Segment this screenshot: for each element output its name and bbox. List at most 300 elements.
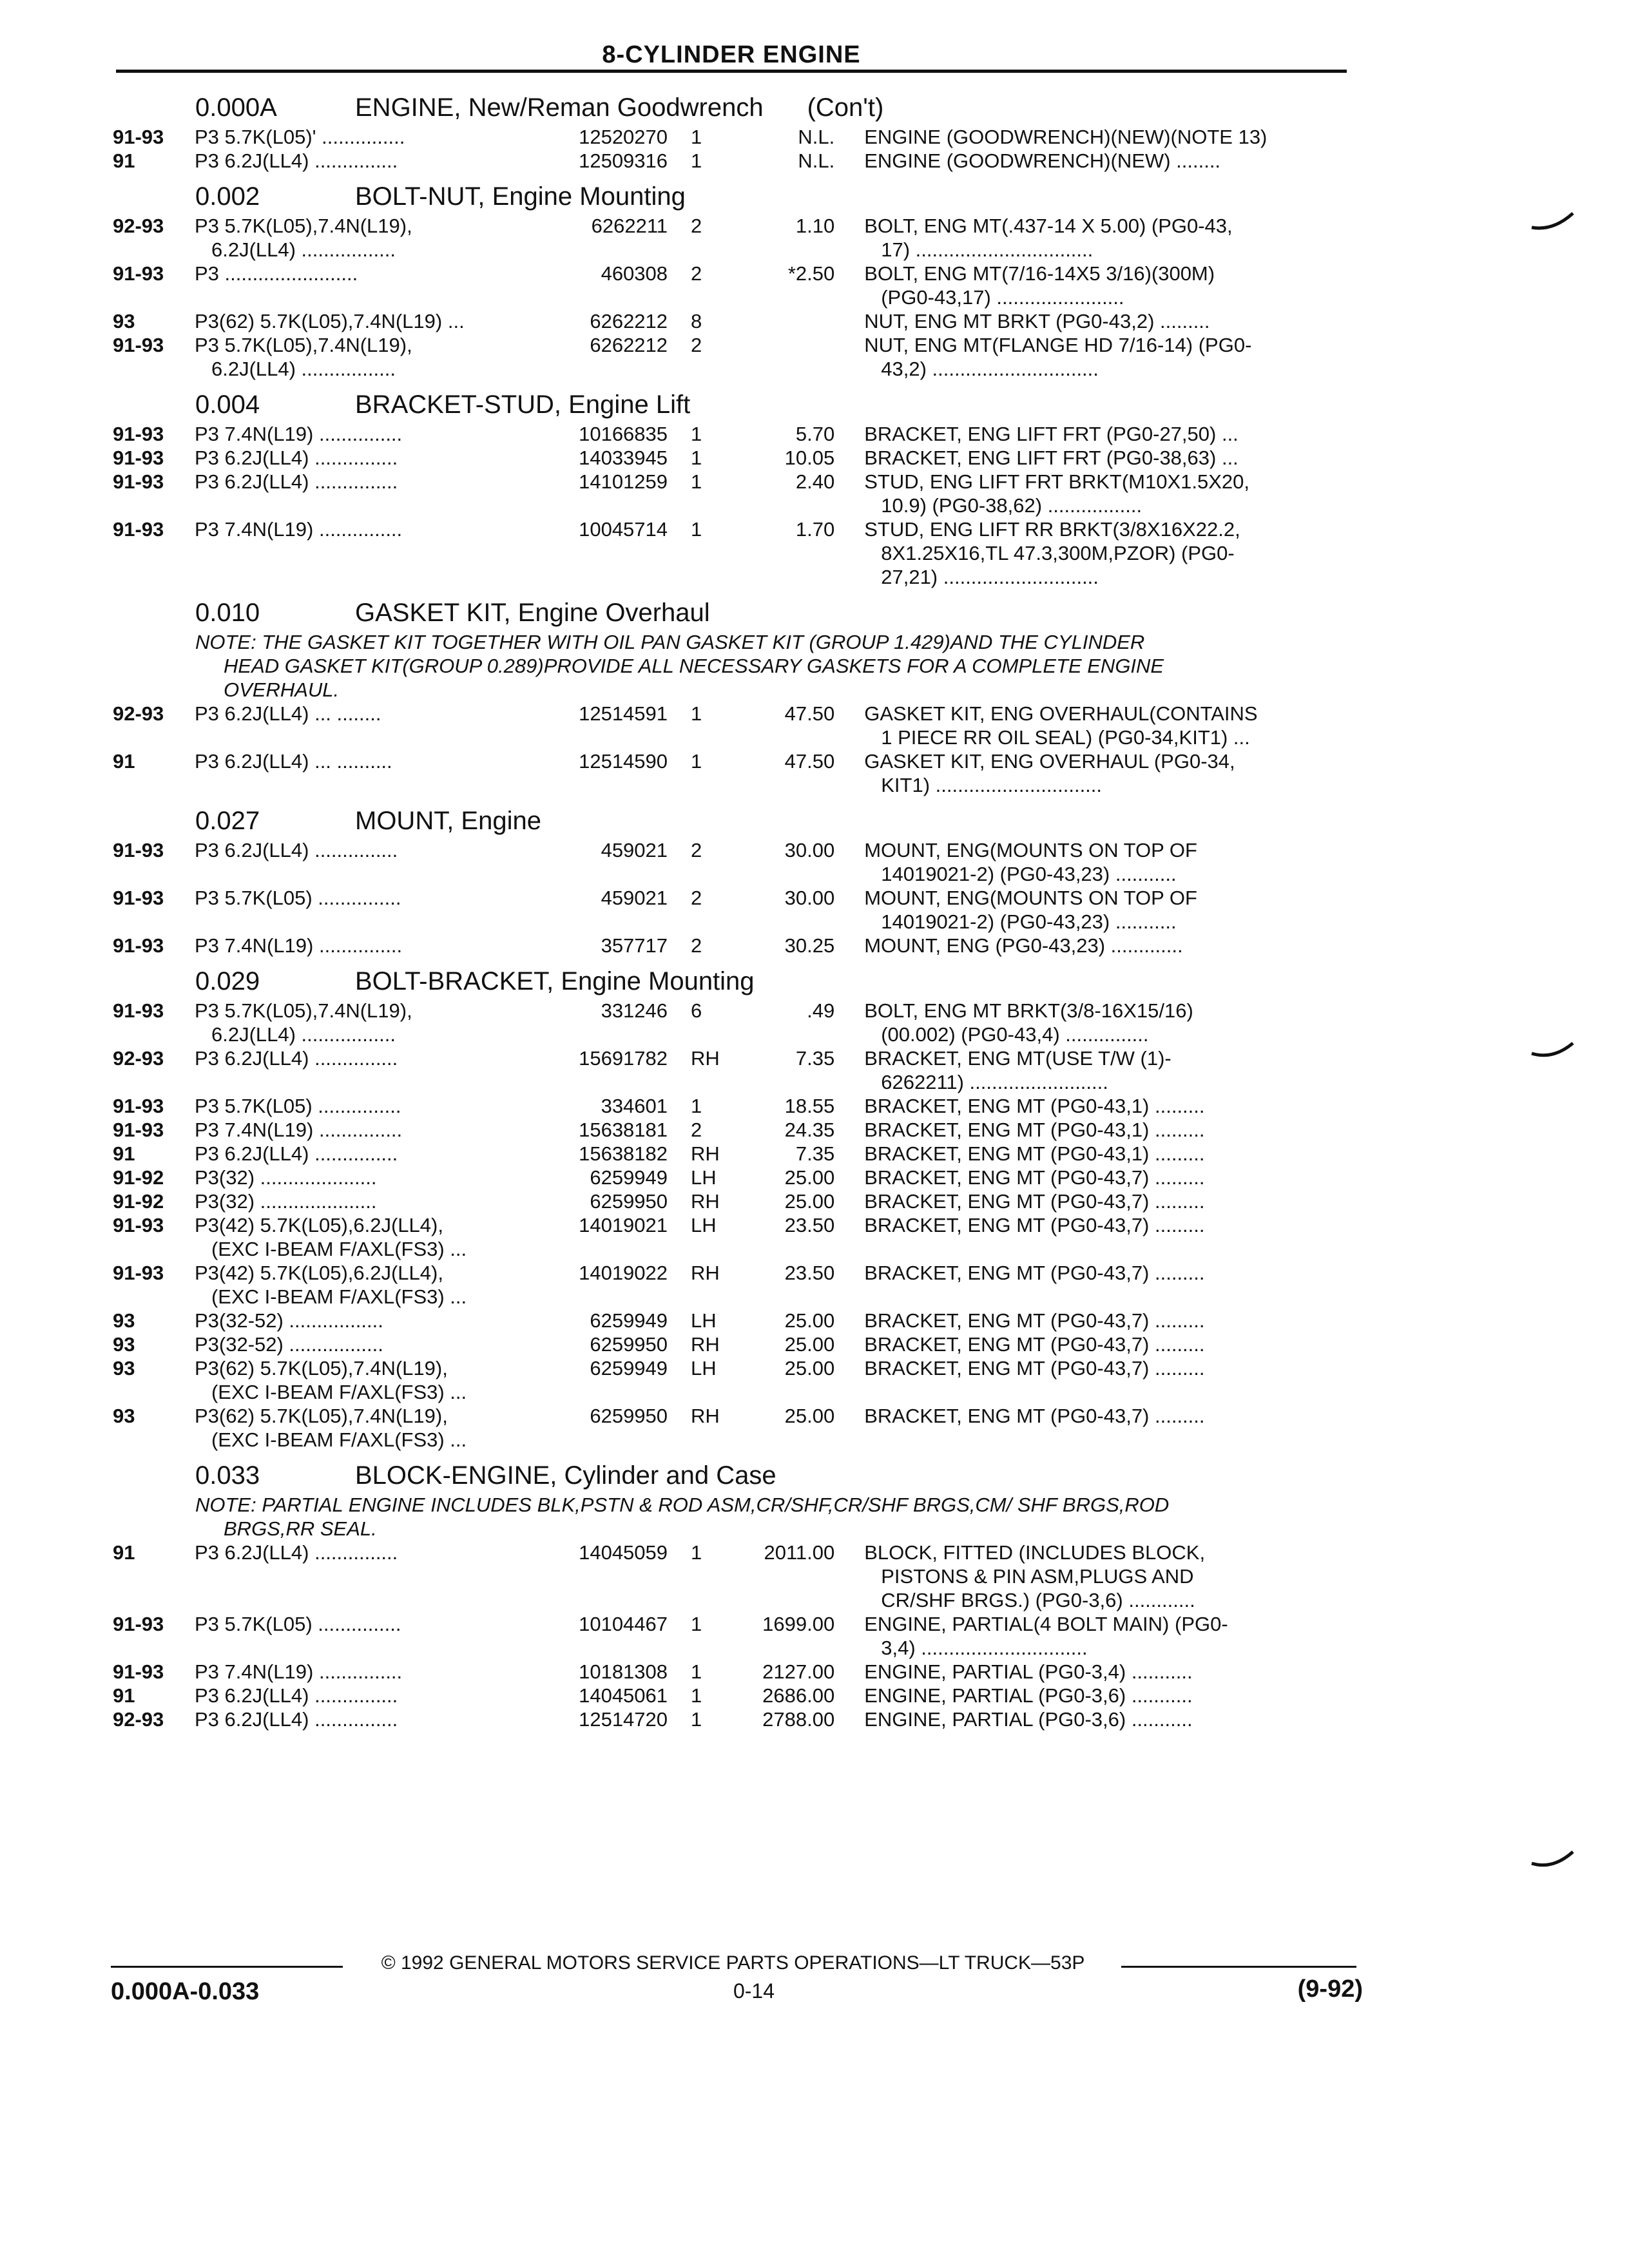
model-years: 91-93: [113, 1095, 164, 1117]
quantity: 1: [691, 1541, 702, 1564]
application: [195, 702, 540, 749]
section: [113, 1458, 1363, 1731]
copyright-line: © 1992 GENERAL MOTORS SERVICE PARTS OPERATIONS—LT TRUCK—53P: [381, 1952, 1085, 1974]
section-heading: [113, 90, 1363, 125]
section-heading: [113, 803, 1363, 838]
model-years: 93: [113, 1333, 135, 1356]
model-years: 91-93: [113, 334, 164, 356]
price: 47.50: [784, 750, 835, 773]
price: 30.00: [784, 887, 835, 909]
application: [195, 749, 540, 797]
model-years: 91: [113, 1142, 135, 1165]
model-years: 91: [113, 1684, 135, 1707]
group-code: 0.033: [195, 1461, 260, 1490]
footer-rule: [111, 1966, 343, 1968]
part-name: [834, 1356, 1363, 1404]
part-number: 6262212: [590, 310, 668, 332]
part-row: [113, 262, 1363, 309]
model-years: 91-93: [113, 447, 164, 469]
part-name-line: 43,2) ..............................: [881, 358, 1099, 380]
part-name: [834, 886, 1363, 934]
quantity: LH: [691, 1309, 717, 1332]
revision-date: (9-92): [1297, 1975, 1363, 2003]
application-line: P3 5.7K(L05) ...............: [194, 1095, 401, 1117]
application-line: P3 6.2J(LL4) ...............: [194, 149, 398, 172]
part-number: 6259950: [590, 1190, 668, 1213]
part-number: 12514590: [579, 750, 668, 773]
application: [195, 333, 540, 381]
price: 1699.00: [762, 1613, 835, 1635]
part-row: [113, 934, 1363, 957]
part-name-line: BRACKET, ENG LIFT FRT (PG0-27,50) ...: [864, 423, 1239, 445]
model-years: 91-93: [113, 934, 164, 957]
price: *2.50: [787, 262, 835, 285]
part-name-line: 27,21) ............................: [881, 566, 1099, 588]
section-heading: [113, 179, 1363, 214]
part-number: 331246: [601, 999, 668, 1022]
part-number: 14019021: [579, 1214, 668, 1236]
model-years: 91-93: [113, 262, 164, 285]
application-line: P3 6.2J(LL4) ...............: [194, 839, 398, 861]
part-number: 6259949: [590, 1166, 668, 1189]
price: 25.00: [784, 1405, 835, 1427]
quantity: 2: [691, 1119, 702, 1141]
part-number: 357717: [601, 934, 668, 957]
application-line: P3(42) 5.7K(L05),6.2J(LL4),: [194, 1262, 443, 1284]
part-name-line: ENGINE (GOODWRENCH)(NEW) ........: [864, 149, 1221, 172]
application: [195, 1404, 540, 1452]
quantity: 2: [691, 934, 702, 957]
part-number: 15638182: [579, 1142, 668, 1165]
price: 24.35: [784, 1119, 835, 1141]
part-name-line: GASKET KIT, ENG OVERHAUL (PG0-34,: [864, 750, 1235, 773]
application-line: P3 5.7K(L05) ...............: [194, 1613, 401, 1635]
part-name-line: MOUNT, ENG(MOUNTS ON TOP OF: [864, 839, 1197, 861]
group-title: BOLT-NUT, Engine Mounting: [355, 182, 686, 211]
quantity: 8: [691, 310, 702, 332]
quantity: RH: [691, 1142, 720, 1165]
group-code: 0.027: [195, 807, 260, 835]
application: [195, 309, 540, 333]
part-name-line: BRACKET, ENG MT (PG0-43,7) .........: [864, 1166, 1205, 1189]
price: 2127.00: [762, 1660, 835, 1683]
part-name: [834, 702, 1363, 749]
application-line: P3 5.7K(L05)' ...............: [194, 126, 405, 148]
part-name: [834, 1707, 1363, 1731]
price: 25.00: [784, 1190, 835, 1213]
quantity: 1: [691, 1660, 702, 1683]
price: 2011.00: [764, 1541, 835, 1564]
application-line: P3 ........................: [194, 262, 358, 285]
application-line: P3 7.4N(L19) ...............: [194, 1119, 403, 1141]
model-years: 93: [113, 1405, 135, 1427]
part-number: 12509316: [579, 149, 668, 172]
model-years: 91-93: [113, 999, 164, 1022]
section-heading: [113, 387, 1363, 422]
part-name-line: BOLT, ENG MT BRKT(3/8-16X15/16): [864, 999, 1193, 1022]
part-row: [113, 470, 1363, 517]
part-number: 6259949: [590, 1357, 668, 1379]
part-name-line: (00.002) (PG0-43,4) ...............: [881, 1023, 1149, 1046]
application-line: P3 7.4N(L19) ...............: [194, 518, 403, 541]
part-name: [834, 1166, 1363, 1189]
price: 7.35: [795, 1047, 835, 1070]
application-line: 6.2J(LL4) .................: [211, 238, 396, 261]
application-line: P3 5.7K(L05) ...............: [194, 887, 401, 909]
part-name-line: BRACKET, ENG MT (PG0-43,7) .........: [864, 1309, 1205, 1332]
part-number: 12514720: [579, 1708, 668, 1731]
part-number: 14019022: [579, 1262, 668, 1284]
quantity: RH: [691, 1262, 720, 1284]
model-years: 92-93: [113, 215, 164, 237]
section-heading: [113, 595, 1363, 630]
application-line: P3(32-52) .................: [194, 1333, 383, 1356]
part-number: 14033945: [579, 447, 668, 469]
note-line: HEAD GASKET KIT(GROUP 0.289)PROVIDE ALL NECESSARY GASKETS FOR A COMPLETE ENGINE: [224, 655, 1164, 677]
section: [113, 179, 1363, 381]
application: [195, 1356, 540, 1404]
part-name-line: BRACKET, ENG MT (PG0-43,7) .........: [864, 1214, 1205, 1236]
price: N.L.: [798, 126, 835, 148]
application: [195, 934, 540, 957]
part-row: [113, 999, 1363, 1046]
part-row: [113, 1118, 1363, 1142]
part-name: [834, 149, 1363, 173]
group-title: ENGINE, New/Reman Goodwrench: [355, 93, 764, 122]
quantity: 1: [691, 750, 702, 773]
part-row: [113, 1404, 1363, 1452]
part-row: [113, 1332, 1363, 1356]
model-years: 91-93: [113, 887, 164, 909]
part-number: 6262211: [591, 215, 668, 237]
application: [195, 422, 540, 446]
quantity: 1: [691, 126, 702, 148]
application-line: P3 5.7K(L05),7.4N(L19),: [194, 999, 412, 1022]
part-name: [834, 1118, 1363, 1142]
quantity: 1: [691, 149, 702, 172]
section: [113, 90, 1363, 173]
part-row: [113, 702, 1363, 749]
part-name-line: CR/SHF BRGS.) (PG0-3,6) ............: [881, 1589, 1195, 1611]
section-heading: [113, 964, 1363, 999]
application: [195, 1189, 540, 1213]
part-name: [834, 125, 1363, 149]
model-years: 91-93: [113, 423, 164, 445]
application-line: (EXC I-BEAM F/AXL(FS3) ...: [211, 1381, 467, 1403]
part-name: [834, 1332, 1363, 1356]
application-line: P3(32-52) .................: [194, 1309, 383, 1332]
quantity: 2: [691, 887, 702, 909]
price: 25.00: [784, 1309, 835, 1332]
part-row: [113, 1684, 1363, 1707]
application: [195, 1541, 540, 1612]
part-name-line: BOLT, ENG MT(7/16-14X5 3/16)(300M): [864, 262, 1215, 285]
part-name-line: BRACKET, ENG MT (PG0-43,1) .........: [864, 1095, 1205, 1117]
part-row: [113, 1213, 1363, 1261]
application: [195, 214, 540, 262]
part-name: [834, 1213, 1363, 1261]
part-name-line: 10.9) (PG0-38,62) .................: [881, 494, 1142, 517]
part-row: [113, 1166, 1363, 1189]
application: [195, 999, 540, 1046]
part-name-line: BOLT, ENG MT(.437-14 X 5.00) (PG0-43,: [864, 215, 1233, 237]
part-name: [834, 1309, 1363, 1332]
price: 10.05: [784, 447, 835, 469]
application: [195, 517, 540, 589]
part-row: [113, 214, 1363, 262]
application-line: P3 6.2J(LL4) ...............: [194, 1684, 398, 1707]
application-line: P3 7.4N(L19) ...............: [194, 934, 403, 957]
part-name: [834, 1046, 1363, 1094]
part-name-line: 6262211) .........................: [881, 1071, 1108, 1093]
model-years: 91-93: [113, 126, 164, 148]
note-line: NOTE: PARTIAL ENGINE INCLUDES BLK,PSTN & ROD ASM,CR/SHF,CR/SHF BRGS,CM/ SHF BRGS,ROD: [195, 1494, 1170, 1516]
group-title: BOLT-BRACKET, Engine Mounting: [355, 967, 755, 995]
price: 23.50: [784, 1214, 835, 1236]
part-number: 10166835: [579, 423, 668, 445]
application-line: P3 6.2J(LL4) ...............: [194, 1708, 398, 1731]
group-range: 0.000A-0.033: [111, 1978, 260, 2005]
part-row: [113, 1707, 1363, 1731]
application-line: P3 6.2J(LL4) ... ..........: [194, 750, 392, 773]
quantity: 1: [691, 1684, 702, 1707]
part-row: [113, 333, 1363, 381]
part-name: [834, 517, 1363, 589]
quantity: 2: [691, 334, 702, 356]
application-line: P3 5.7K(L05),7.4N(L19),: [194, 334, 412, 356]
part-name-line: ENGINE, PARTIAL (PG0-3,4) ...........: [864, 1660, 1193, 1683]
part-number: 6262212: [590, 334, 668, 356]
part-row: [113, 1189, 1363, 1213]
part-name: [834, 446, 1363, 470]
application-line: P3 6.2J(LL4) ...............: [194, 447, 398, 469]
price: N.L.: [798, 149, 835, 172]
application: [195, 1660, 540, 1684]
quantity: 1: [691, 470, 702, 493]
section: [113, 964, 1363, 1452]
model-years: 91-93: [113, 470, 164, 493]
group-code: 0.010: [195, 599, 260, 627]
quantity: 1: [691, 702, 702, 725]
application-line: P3 6.2J(LL4) ... ........: [194, 702, 381, 725]
application: [195, 1332, 540, 1356]
part-name-line: 3,4) ..............................: [881, 1637, 1088, 1659]
price: [735, 309, 834, 333]
part-number: 15691782: [579, 1047, 668, 1070]
part-name-line: ENGINE, PARTIAL (PG0-3,6) ...........: [864, 1708, 1193, 1731]
application-line: P3 5.7K(L05),7.4N(L19),: [194, 215, 412, 237]
price: 5.70: [795, 423, 835, 445]
section: [113, 595, 1363, 797]
part-name: [834, 214, 1363, 262]
part-name: [834, 470, 1363, 517]
quantity: 1: [691, 1095, 702, 1117]
application-line: 6.2J(LL4) .................: [211, 358, 396, 380]
quantity: 1: [691, 1613, 702, 1635]
application: [195, 1142, 540, 1166]
group-title: BLOCK-ENGINE, Cylinder and Case: [355, 1461, 776, 1490]
part-number: 6259950: [590, 1405, 668, 1427]
part-row: [113, 1660, 1363, 1684]
quantity: RH: [691, 1405, 720, 1427]
application-line: (EXC I-BEAM F/AXL(FS3) ...: [211, 1428, 467, 1451]
section-note: [195, 630, 1342, 702]
application: [195, 1707, 540, 1731]
application-line: P3 7.4N(L19) ...............: [194, 423, 403, 445]
application-line: P3(62) 5.7K(L05),7.4N(L19),: [194, 1405, 448, 1427]
part-number: 460308: [601, 262, 668, 285]
parts-list: [113, 90, 1363, 1738]
model-years: 92-93: [113, 1047, 164, 1070]
price: 30.00: [784, 839, 835, 861]
model-years: 91: [113, 750, 135, 773]
application-line: P3(62) 5.7K(L05),7.4N(L19),: [194, 1357, 448, 1379]
application-line: P3 6.2J(LL4) ...............: [194, 1142, 398, 1165]
page-title: 8-CYLINDER ENGINE: [602, 41, 861, 68]
part-number: 10045714: [579, 518, 668, 541]
price: [735, 333, 834, 381]
part-name: [834, 333, 1363, 381]
application: [195, 1094, 540, 1118]
application: [195, 1046, 540, 1094]
model-years: 91-93: [113, 1119, 164, 1141]
part-name-line: NUT, ENG MT BRKT (PG0-43,2) .........: [864, 310, 1210, 332]
part-name: [834, 1261, 1363, 1309]
application-line: P3(32) .....................: [194, 1190, 377, 1213]
part-number: 14045061: [579, 1684, 668, 1707]
part-name-line: 17) ................................: [881, 238, 1094, 261]
group-title: MOUNT, Engine: [355, 807, 541, 835]
part-number: 6259949: [590, 1309, 668, 1332]
part-name: [834, 999, 1363, 1046]
model-years: 91-93: [113, 1660, 164, 1683]
part-name-line: BRACKET, ENG MT (PG0-43,7) .........: [864, 1333, 1205, 1356]
application: [195, 470, 540, 517]
quantity: 1: [691, 447, 702, 469]
model-years: 93: [113, 1357, 135, 1379]
part-row: [113, 1541, 1363, 1612]
application: [195, 1213, 540, 1261]
part-row: [113, 309, 1363, 333]
price: 25.00: [784, 1333, 835, 1356]
application-line: P3(42) 5.7K(L05),6.2J(LL4),: [194, 1214, 443, 1236]
part-name-line: BLOCK, FITTED (INCLUDES BLOCK,: [864, 1541, 1206, 1564]
quantity: 2: [691, 839, 702, 861]
part-name: [834, 1189, 1363, 1213]
part-name-line: STUD, ENG LIFT RR BRKT(3/8X16X22.2,: [864, 518, 1240, 541]
part-name-line: STUD, ENG LIFT FRT BRKT(M10X1.5X20,: [864, 470, 1250, 493]
part-name-line: 14019021-2) (PG0-43,23) ...........: [881, 910, 1177, 933]
part-row: [113, 1612, 1363, 1660]
price: 47.50: [784, 702, 835, 725]
header-rule: [116, 70, 1347, 73]
part-name: [834, 1612, 1363, 1660]
price: 1.10: [795, 215, 835, 237]
part-name-line: MOUNT, ENG (PG0-43,23) .............: [864, 934, 1183, 957]
part-name-line: BRACKET, ENG MT (PG0-43,1) .........: [864, 1119, 1205, 1141]
price: 2788.00: [762, 1708, 835, 1731]
application: [195, 1612, 540, 1660]
part-row: [113, 149, 1363, 173]
part-name-line: ENGINE, PARTIAL (PG0-3,6) ...........: [864, 1684, 1193, 1707]
part-row: [113, 1261, 1363, 1309]
quantity: 2: [691, 215, 702, 237]
model-years: 92-93: [113, 1708, 164, 1731]
application-line: P3(32) .....................: [194, 1166, 377, 1189]
part-row: [113, 749, 1363, 797]
part-name: [834, 1404, 1363, 1452]
part-name: [834, 1684, 1363, 1707]
part-name-line: BRACKET, ENG LIFT FRT (PG0-38,63) ...: [864, 447, 1239, 469]
group-code: 0.000A: [195, 93, 277, 122]
model-years: 91: [113, 1541, 135, 1564]
application: [195, 149, 540, 173]
part-number: 14045059: [579, 1541, 668, 1564]
application-line: P3 7.4N(L19) ...............: [194, 1660, 403, 1683]
section-heading: [113, 1458, 1363, 1493]
application: [195, 262, 540, 309]
part-name-line: ENGINE, PARTIAL(4 BOLT MAIN) (PG0-: [864, 1613, 1228, 1635]
quantity: RH: [691, 1190, 720, 1213]
section: [113, 387, 1363, 589]
application: [195, 838, 540, 886]
part-name-line: BRACKET, ENG MT(USE T/W (1)-: [864, 1047, 1171, 1070]
part-name-line: NUT, ENG MT(FLANGE HD 7/16-14) (PG0-: [864, 334, 1252, 356]
part-row: [113, 1356, 1363, 1404]
application: [195, 1684, 540, 1707]
part-name-line: MOUNT, ENG(MOUNTS ON TOP OF: [864, 887, 1197, 909]
model-years: 92-93: [113, 702, 164, 725]
part-number: 6259950: [590, 1333, 668, 1356]
application: [195, 446, 540, 470]
quantity: LH: [691, 1214, 717, 1236]
group-code: 0.002: [195, 182, 260, 211]
model-years: 91-92: [113, 1190, 164, 1213]
group-title: GASKET KIT, Engine Overhaul: [355, 599, 710, 627]
price: 30.25: [784, 934, 835, 957]
quantity: 2: [691, 262, 702, 285]
price: 25.00: [784, 1357, 835, 1379]
quantity: 1: [691, 518, 702, 541]
part-row: [113, 446, 1363, 470]
part-name-line: GASKET KIT, ENG OVERHAUL(CONTAINS: [864, 702, 1258, 725]
price: 18.55: [784, 1095, 835, 1117]
application: [195, 125, 540, 149]
part-number: 12520270: [579, 126, 668, 148]
group-code: 0.004: [195, 390, 260, 419]
model-years: 91-92: [113, 1166, 164, 1189]
part-number: 459021: [601, 839, 668, 861]
price: .49: [807, 999, 835, 1022]
quantity: 1: [691, 423, 702, 445]
group-code: 0.029: [195, 967, 260, 995]
part-row: [113, 422, 1363, 446]
part-name: [834, 422, 1363, 446]
model-years: 91-93: [113, 1613, 164, 1635]
part-name: [834, 934, 1363, 957]
model-years: 91-93: [113, 1262, 164, 1284]
application-line: P3 6.2J(LL4) ...............: [194, 1541, 398, 1564]
part-number: 10104467: [579, 1613, 668, 1635]
part-number: 15638181: [579, 1119, 668, 1141]
continued-label: (Con't): [807, 93, 884, 122]
model-years: 91-93: [113, 518, 164, 541]
part-name-line: BRACKET, ENG MT (PG0-43,7) .........: [864, 1405, 1205, 1427]
part-name-line: BRACKET, ENG MT (PG0-43,7) .........: [864, 1190, 1205, 1213]
part-name-line: 14019021-2) (PG0-43,23) ...........: [881, 863, 1177, 885]
quantity: RH: [691, 1047, 720, 1070]
quantity: LH: [691, 1166, 717, 1189]
